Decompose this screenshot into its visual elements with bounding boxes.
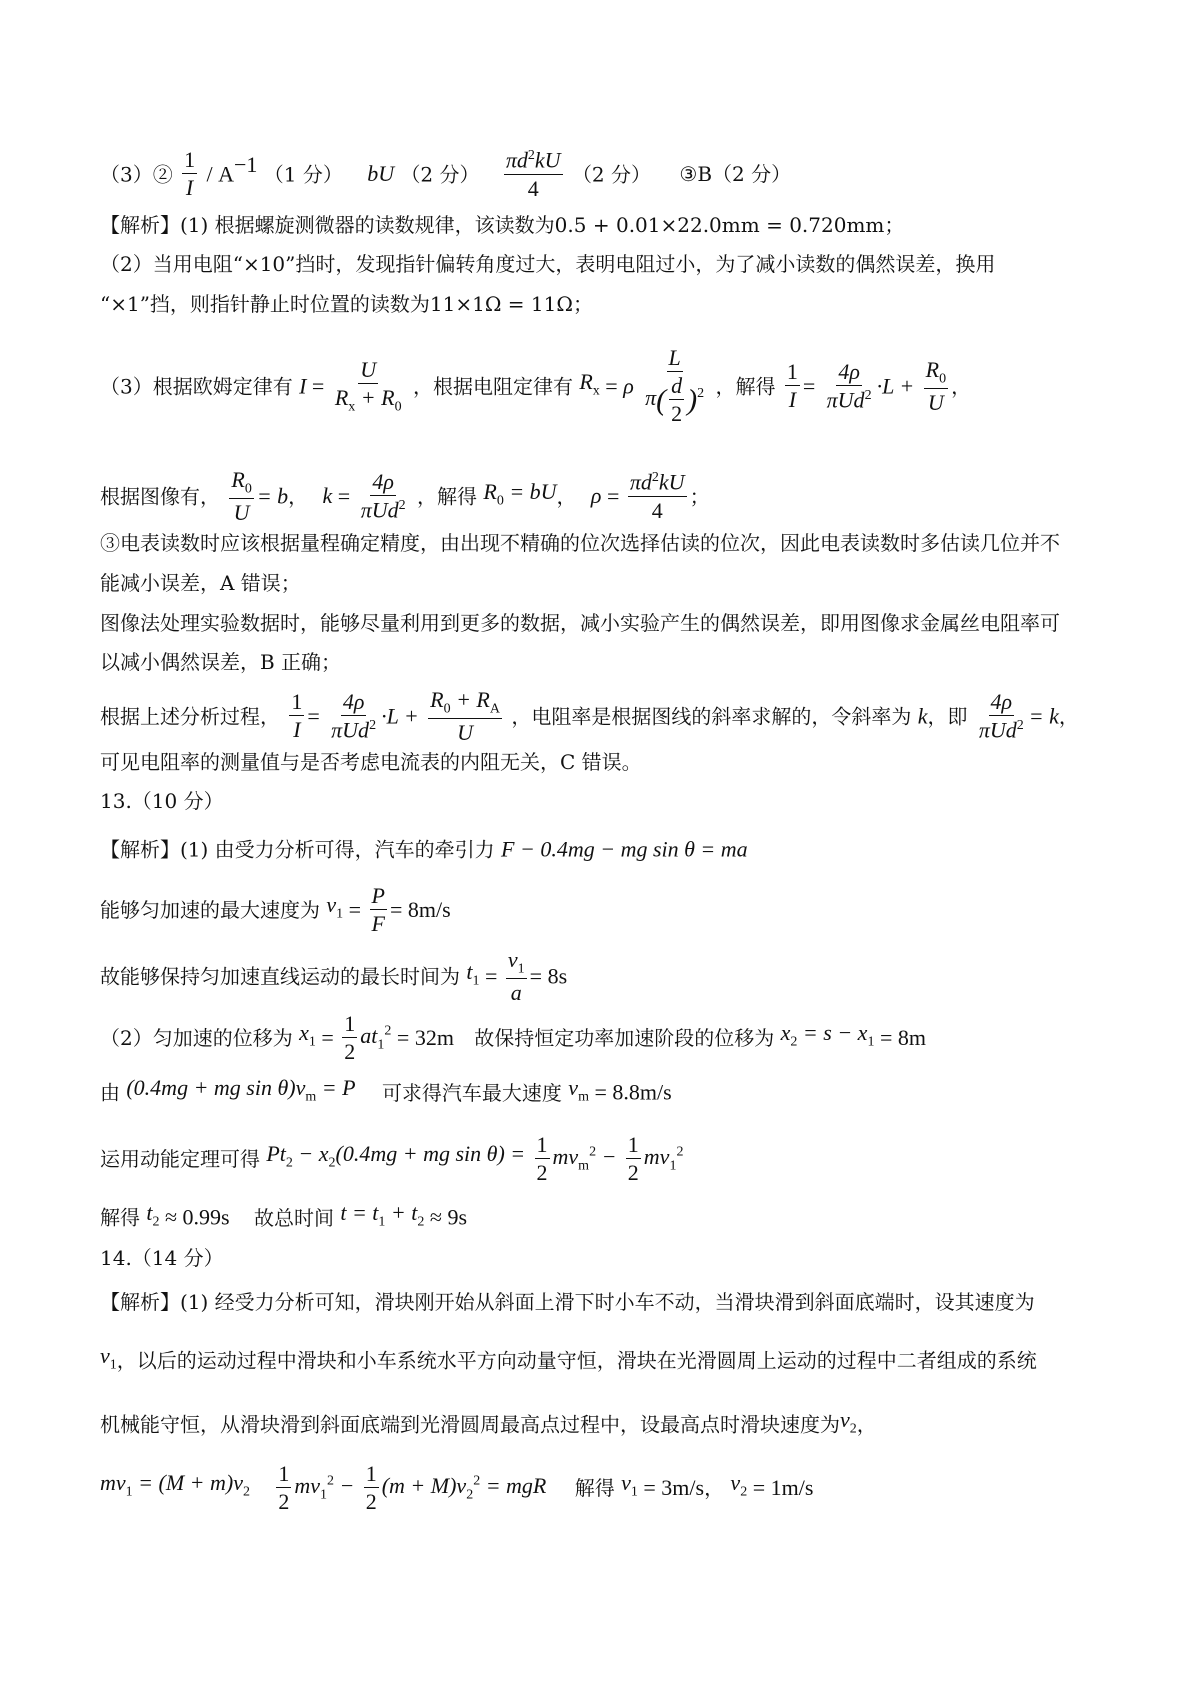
analysis-paragraph: 【解析】(1) 经受力分析可知，滑块刚开始从斜面上滑下时小车不动，当滑块滑到斜面底端时，设其速度为 — [100, 1290, 1035, 1314]
solution-line: 能够匀加速的最大速度为 $v_1$ = $\frac{P}{F}$ = 8m/s — [100, 883, 451, 937]
analysis-paragraph: $v_1$，以后的运动过程中滑块和小车系统水平方向动量守恒，滑块在光滑圆周上运动的过程中二者组成的系统 — [100, 1343, 1037, 1373]
analysis-paragraph: ③电表读数时应该根据量程确定精度，由出现不精确的位次选择估读的位次，因此电表读数时多估读几位并不 — [100, 531, 1060, 555]
answer-line-3: （3）② $\frac{1}{I}$ / $A^{-1}$ （1 分） bU （2 分） $\frac{\pi d^2kU}{4}$ （2 分） ③B（2 分） — [100, 147, 792, 201]
analysis-paragraph: 可见电阻率的测量值与是否考虑电流表的内阻无关，C 错误。 — [100, 750, 642, 774]
analysis-paragraph: 能减小误差，A 错误； — [100, 571, 301, 595]
graph-line: 根据图像有， $\frac{R_0}{U}$ = b， k = $\frac{4\rho}{\pi Ud^2}$ ，解得 $R_0$ = bU， ρ = $\frac{\pi d^2kU}{4}$ ； — [100, 467, 710, 525]
question-heading: 14.（14 分） — [100, 1246, 224, 1270]
summary-line: 根据上述分析过程， $\frac{1}{I}$ = $\frac{4\rho}{\pi Ud^2}$ ·L + $\frac{R_0 + R_A}{U}$ ，电阻率是根据图线的斜率求解的，令斜率为 k，即 $\frac{4\rho}{\pi Ud^2}$ = k， — [100, 687, 1079, 745]
analysis-paragraph: 以减小偶然误差，B 正确； — [100, 650, 342, 674]
solution-line: 由 (0.4mg + mg $\sin \theta)v_m = P$ 可求得汽车最大速度 $v_m = 8.8m/s$ — [100, 1075, 672, 1105]
analysis-paragraph: （2）当用电阻“×10”挡时，发现指针偏转角度过大，表明电阻过小，为了减小读数的偶然误差，换用 — [100, 252, 996, 276]
analysis-paragraph: 图像法处理实验数据时，能够尽量利用到更多的数据，减小实验产生的偶然误差，即用图像求金属丝电阻率可 — [100, 611, 1060, 635]
question-heading: 13.（10 分） — [100, 789, 224, 813]
solution-line: $mv_1 = (M + m)v_2$ $\frac{1}{2}$ $mv_1^2$ − $\frac{1}{2}$ $(m + M)v_2^2$ = mgR 解得 $v_1 = 3m/s$， $v_2 = 1m/s$ — [100, 1461, 814, 1515]
fraction-1-over-I: $\frac{1}{I}$ — [184, 147, 196, 201]
analysis-paragraph: “×1”挡，则指针静止时位置的读数为11×1Ω = 11Ω； — [100, 292, 593, 316]
analysis-paragraph: 【解析】(1) 根据螺旋测微器的读数规律，该读数为0.5 + 0.01×22.0mm = 0.720mm； — [100, 213, 905, 237]
ohm-law-line: （3）根据欧姆定律有 I = $\frac{U}{R_x + R_0}$ ，根据电阻定律有 $R_x = \rho$ L π( $\frac{d}{2}$ )$^2$ ，解得 $\frac{1}{I}$ = $\frac{4\rho}{\pi Ud^2}$ ·L + $\frac{R_0}{U}$ ， — [100, 345, 972, 427]
solution-line: 运用动能定理可得 $Pt_2 - x_2(0.4mg$ + mg sin θ) = $\frac{1}{2}$ $mv_m^2$ − $\frac{1}{2}$ $mv_1^2$ — [100, 1132, 684, 1186]
solution-line: （2）匀加速的位移为 $x_1$ = $\frac{1}{2}$ $at_1^2 = 32m$ 故保持恒定功率加速阶段的位移为 $x_2 = s - x_1 = 8m$ — [100, 1011, 926, 1065]
solution-line: 【解析】(1) 由受力分析可得，汽车的牵引力 F − 0.4mg − mg sin θ = ma — [100, 836, 748, 862]
solution-line: 解得 $t_2 \approx 0.99s$ 故总时间 $t = t_1 + t_2 \approx 9s$ — [100, 1200, 468, 1230]
analysis-paragraph: 机械能守恒，从滑块滑到斜面底端到光滑圆周最高点过程中，设最高点时滑块速度为$v_2$， — [100, 1407, 877, 1437]
solution-line: 故能够保持匀加速直线运动的最长时间为 $t_1$ = $\frac{v_1}{a}$ = 8s — [100, 947, 568, 1005]
fraction-rho: $\frac{\pi d^2kU}{4}$ — [505, 147, 561, 201]
